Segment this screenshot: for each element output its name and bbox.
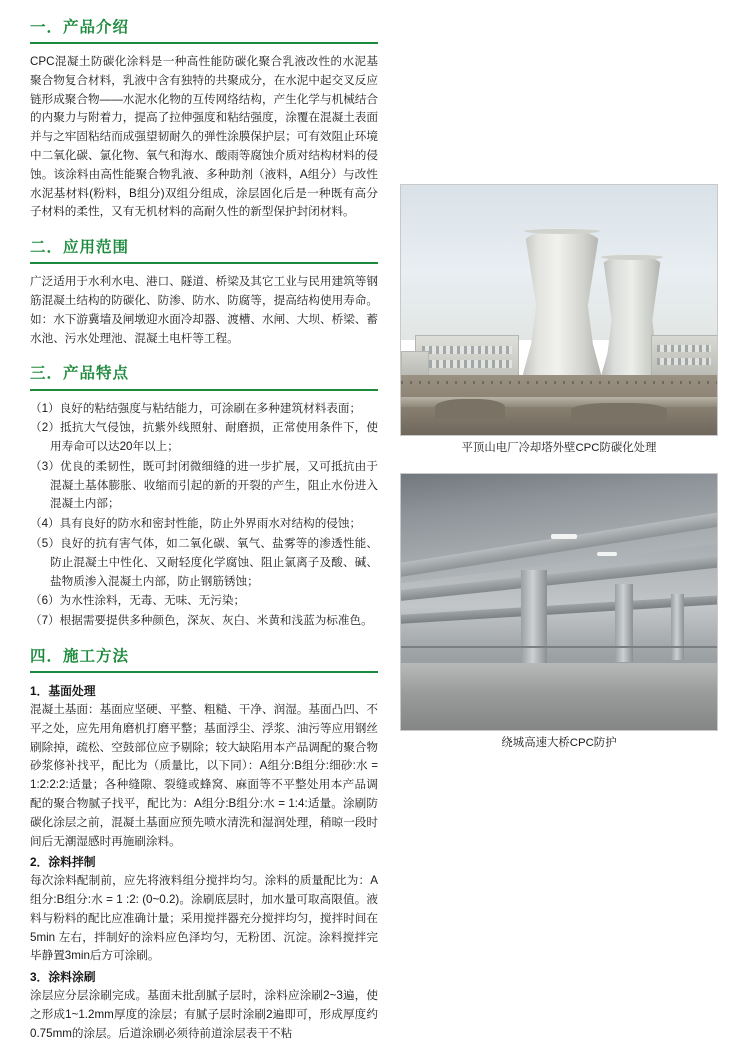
photo-caption: 绕城高速大桥CPC防护 — [501, 736, 617, 749]
section-body-application-scope: 广泛适用于水利水电、港口、隧道、桥梁及其它工业与民用建筑等钢筋混凝土结构的防碳化、防渗、防水、防腐等，提高结构使用寿命。如：水下游冀墙及闸墩迎水面冷却器、渡槽、水闸、大坝、桥梁、蓄水池、污水处理池、混凝土电杆等工程。 — [30, 275, 378, 345]
subsection-heading: 3．涂料涂刷 — [30, 970, 96, 985]
list-item: （7）根据需要提供多种颜色，深灰、灰白、米黄和浅蓝为标准色。 — [30, 614, 373, 628]
building-windows — [657, 345, 711, 352]
plant-building — [651, 335, 718, 379]
right-column — [400, 18, 718, 1029]
tower-rim — [601, 254, 663, 260]
subsection-body: 混凝土基面：基面应坚硬、平整、粗糙、干净、润湿。基面凸凹、不平之处，应先用角磨机打磨平整；基面浮尘、浮浆、油污等应用钢丝刷除掉，疏松、空鼓部位应予剔除；较大缺陷用本产品调配的聚合物砂浆修补找平，配比为（质量比，以下同）：A组分:B组分:细砂:水 = 1:2:2:2:适量；各种缝隙、裂缝或蜂窝、麻面等不平整处用本产品调配的聚合物腻子找平，配比为：A组分:B组分:水 = 1:4:适量。涂刷防碳化涂层之前，混凝土基面应预先喷水清洗和湿润处理，稍晾一段时间后无潮湿感时再施刷涂料。 — [30, 703, 378, 848]
section-heading-construction-method: 四．施工方法 — [30, 647, 378, 673]
list-item: （5）良好的抗有害气体，如二氧化碳、氧气、盐雾等的渗透性能、防止混凝土中性化、又耐轻度化学腐蚀、阻止氯离子及酸、碱、盐物质渗入混凝土内部，防止钢筋锈蚀； — [30, 537, 378, 588]
section-heading-product-features: 三．产品特点 — [30, 364, 378, 390]
construction-block-mixing — [30, 853, 378, 966]
two-column-layout — [30, 18, 722, 1040]
ceiling-light — [597, 552, 617, 556]
subsection-body: 涂层应分层涂刷完成。基面未批刮腻子层时，涂料应涂刷2~3遍，使之形成1~1.2mm厚度的涂层；有腻子层时涂刷2遍即可，形成厚度约0.75mm的涂层。后道涂刷必须待前道涂层表干不粘 — [30, 989, 378, 1040]
bridge-pier — [521, 570, 547, 666]
guard-rail — [401, 646, 717, 648]
section-heading-product-intro: 一．产品介绍 — [30, 18, 378, 44]
subsection-heading: 2．涂料拌制 — [30, 855, 96, 870]
cooling-tower-photo — [400, 184, 718, 436]
ceiling-light — [551, 534, 577, 539]
photo-block-cooling-tower — [400, 184, 718, 457]
section-body-product-intro: CPC混凝土防碳化涂料是一种高性能防碳化聚合乳液改性的水泥基聚合物复合材料，乳液中含有独特的共聚成分，在水泥中起交叉反应链形成聚合物——水泥水化物的互传网络结构，产生化学与机械结合的内聚力与附着力，提高了拉伸强度和粘结强度，涂覆在混凝土表面并与之牢固粘结而成强望韧耐久的弹性涂膜保护层；可有效阻止环境中二氧化碳、氯化物、氧气和海水、酸雨等腐蚀介质对结构材料的侵蚀。该涂料由高性能聚合物乳液、多种助剂（液料，A组分）与改性水泥基材料(粉料，B组分)双组分组成，涂层固化后是一种既有高分子材料的柔性，又有无机材料的高耐久性的新型保护封闭材料。 — [30, 55, 378, 219]
list-item: （6）为水性涂料，无毒、无味、无污染； — [30, 594, 246, 608]
photo-caption: 平顶山电厂冷却塔外壁CPC防碳化处理 — [461, 442, 657, 454]
site-fence — [401, 381, 717, 384]
building-windows — [657, 358, 711, 365]
list-item: （4）具有良好的防水和密封性能，防止外界雨水对结构的侵蚀； — [30, 517, 362, 531]
subsection-body: 每次涂料配制前，应先将液料组分搅拌均匀。涂料的质量配比为：A组分:B组分:水 = 1 :2: (0~0.2)。涂刷底层时，加水量可取高限值。液料与粉料的配比应准确计量；采用搅拌器充分搅拌均匀，搅拌时间在5min 左右，拌制好的涂料应色泽均匀，无粉团、沉淀。涂料搅拌完毕静置3min后方可涂刷。 — [30, 874, 378, 963]
product-features-list — [30, 400, 378, 631]
building-windows — [422, 360, 512, 368]
photo-block-bridge — [400, 473, 718, 752]
dirt-pile — [435, 399, 505, 419]
ground-surface — [401, 663, 717, 730]
subsection-heading: 1．基面处理 — [30, 684, 96, 699]
building-windows — [422, 346, 512, 354]
construction-block-coating — [30, 968, 378, 1043]
bridge-photo — [400, 473, 718, 731]
bridge-pier — [615, 584, 633, 662]
tower-rim — [524, 228, 600, 234]
dirt-pile — [571, 403, 667, 421]
list-item: （2）抵抗大气侵蚀，抗紫外线照射、耐磨损，正常使用条件下，使用寿命可以达20年以上； — [30, 421, 378, 454]
bridge-pier — [671, 594, 684, 660]
list-item: （3）优良的柔韧性，既可封闭微细缝的进一步扩展，又可抵抗由于混凝土基体膨胀、收缩而引起的新的开裂的产生，阻止水份进入混凝土内部； — [30, 459, 378, 511]
section-heading-application-scope: 二．应用范围 — [30, 238, 378, 264]
list-item: （1）良好的粘结强度与粘结能力，可涂刷在多种建筑材料表面； — [30, 401, 362, 415]
left-column — [30, 18, 378, 1040]
construction-block-substrate — [30, 682, 378, 851]
